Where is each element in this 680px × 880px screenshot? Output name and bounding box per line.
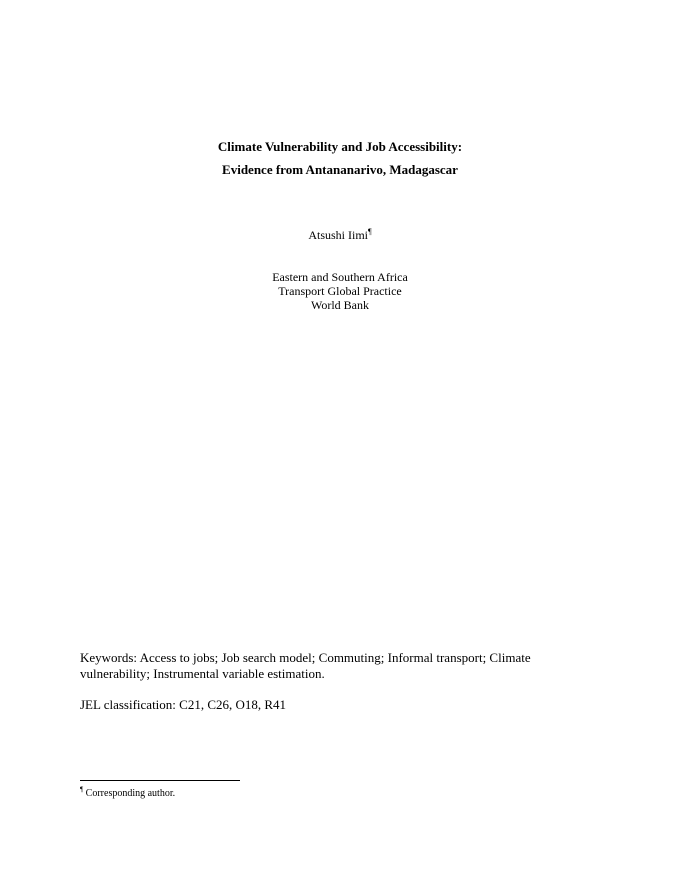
title-line-2: Evidence from Antananarivo, Madagascar <box>222 162 458 177</box>
author-name: Atsushi Iimi <box>308 228 369 242</box>
title-line-1: Climate Vulnerability and Job Accessibility: <box>217 139 463 154</box>
affiliation-line-3: World Bank <box>310 298 370 312</box>
footnote-mark: ¶ <box>80 785 84 794</box>
author <box>0 228 680 242</box>
jel-classification: JEL classification: C21, C26, O18, R41 <box>80 697 287 712</box>
footnote <box>80 787 175 800</box>
affiliation-line-2: Transport Global Practice <box>278 284 402 298</box>
author-footnote-mark: ¶ <box>368 227 372 236</box>
keywords: Keywords: Access to jobs; Job search model; Commuting; Informal transport; Climate vulnerability; Instrumental variable estimation. <box>80 650 531 681</box>
footnote-text: Corresponding author. <box>83 788 176 799</box>
footnote-divider <box>80 780 240 781</box>
affiliation-line-1: Eastern and Southern Africa <box>272 270 408 284</box>
